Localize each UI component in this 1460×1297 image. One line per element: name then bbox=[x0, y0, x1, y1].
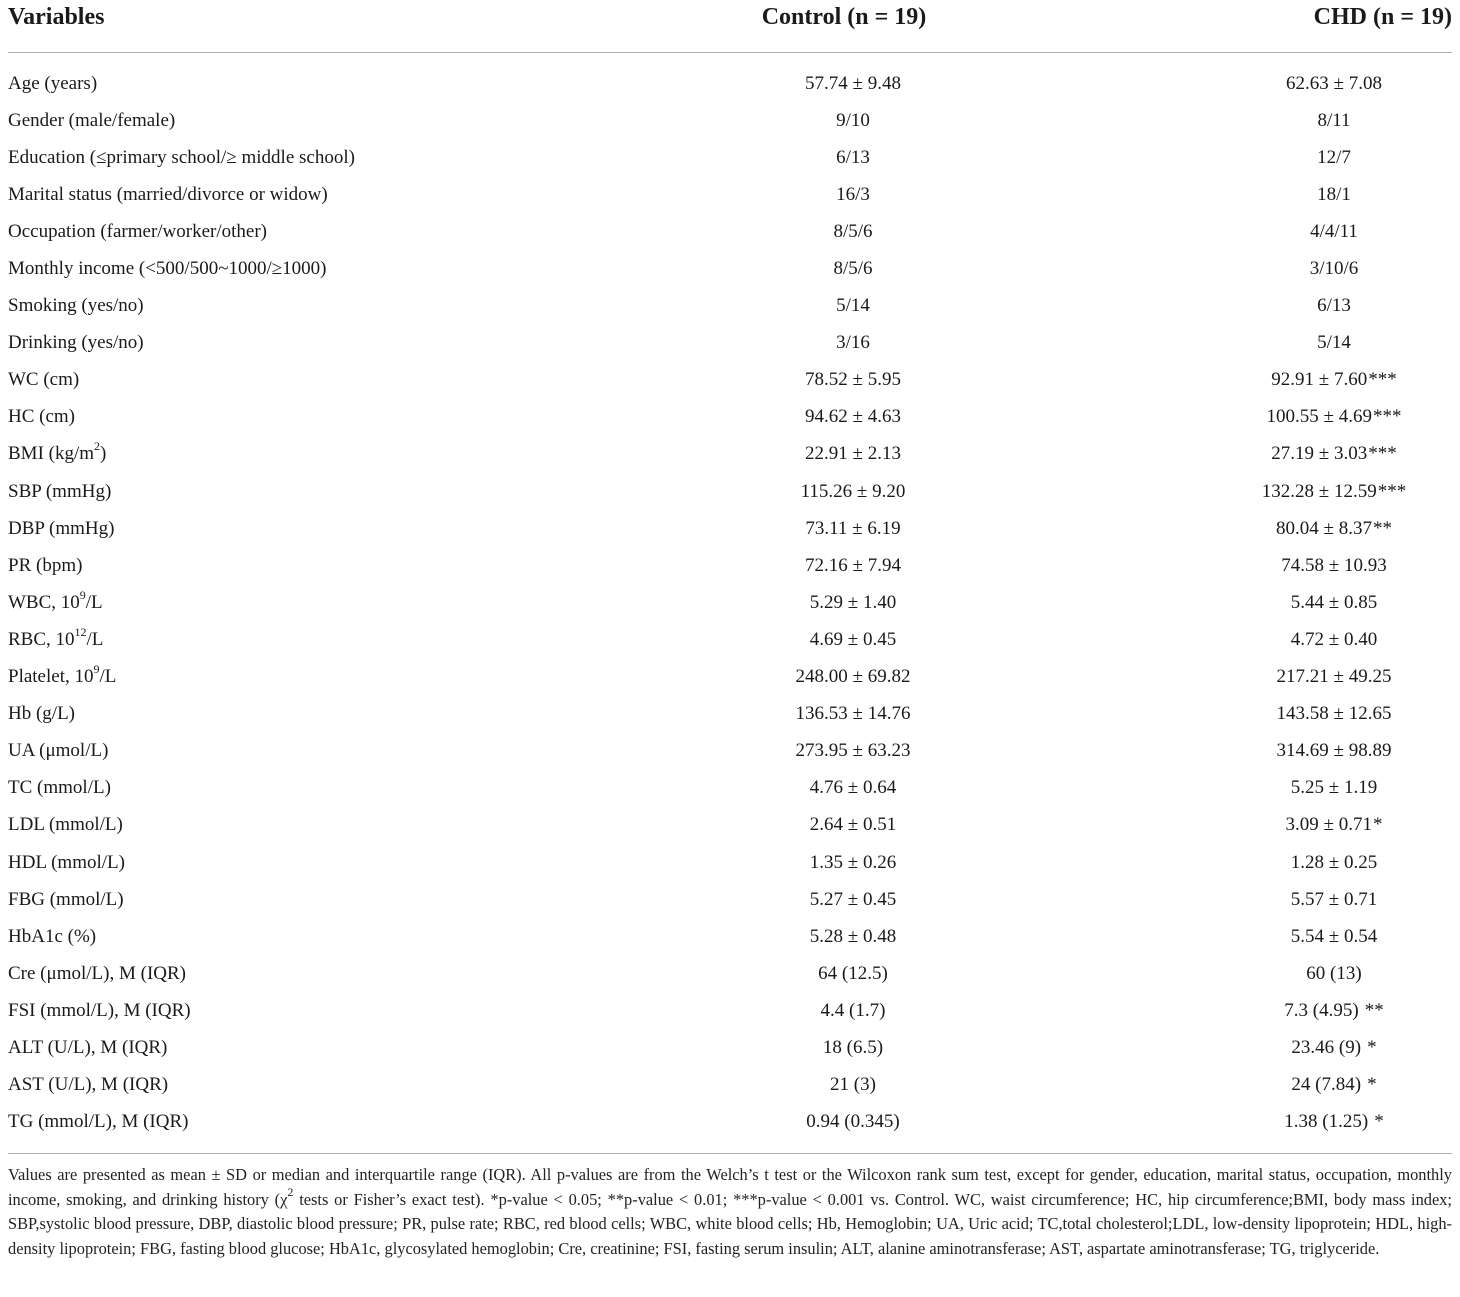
chd-value: 5.57 ± 0.71 bbox=[1290, 888, 1378, 910]
chd-cell bbox=[1058, 547, 1460, 584]
chd-value: 74.58 ± 10.93 bbox=[1281, 554, 1387, 576]
chd-cell bbox=[1058, 362, 1460, 399]
variable-label: AST (U/L), M (IQR) bbox=[8, 1074, 169, 1096]
chd-value: 100.55 ± 4.69 bbox=[1266, 406, 1372, 428]
variable-label: Occupation (farmer/worker/other) bbox=[8, 220, 268, 242]
chd-value: 314.69 ± 98.89 bbox=[1276, 740, 1392, 762]
variable-label: SBP (mmHg) bbox=[8, 480, 112, 502]
table-footnote bbox=[8, 1163, 1452, 1261]
table-row bbox=[0, 844, 1460, 881]
chd-cell bbox=[1058, 844, 1460, 881]
chd-cell bbox=[1058, 584, 1460, 621]
table-row bbox=[0, 918, 1460, 955]
variable-label: Monthly income (<500/500~1000/≥1000) bbox=[8, 258, 327, 280]
variable-label: BMI (kg/m bbox=[8, 443, 95, 465]
chd-value: 3.09 ± 0.71 bbox=[1285, 814, 1372, 836]
chd-cell bbox=[1058, 250, 1460, 287]
control-value: 273.95 ± 63.23 bbox=[795, 740, 911, 762]
variable-label: Platelet, 10 bbox=[8, 666, 94, 688]
chd-cell bbox=[1058, 399, 1460, 436]
table-row bbox=[0, 362, 1460, 399]
table-row bbox=[0, 659, 1460, 696]
control-value: 78.52 ± 5.95 bbox=[805, 369, 901, 391]
table-row bbox=[0, 139, 1460, 176]
chd-value: 4.72 ± 0.40 bbox=[1290, 628, 1378, 650]
variable-cell bbox=[0, 547, 648, 584]
chd-cell bbox=[1058, 881, 1460, 918]
chd-cell bbox=[1058, 1029, 1460, 1066]
chd-value: 143.58 ± 12.65 bbox=[1276, 703, 1392, 725]
variable-cell bbox=[0, 510, 648, 547]
variable-cell bbox=[0, 621, 648, 658]
header-chd: CHD (n = 19) bbox=[1313, 4, 1452, 30]
variable-cell bbox=[0, 250, 648, 287]
variable-label: Cre (μmol/L), M (IQR) bbox=[8, 962, 186, 984]
variable-label: Hb (g/L) bbox=[8, 703, 76, 725]
variable-label-tail: /L bbox=[85, 591, 103, 613]
table-row bbox=[0, 1067, 1460, 1104]
variable-cell bbox=[0, 659, 648, 696]
chd-value: 3/10/6 bbox=[1309, 258, 1359, 280]
significance-marker: *** bbox=[1368, 443, 1397, 465]
variable-cell bbox=[0, 1067, 648, 1104]
table-row bbox=[0, 621, 1460, 658]
chd-value: 62.63 ± 7.08 bbox=[1286, 72, 1382, 94]
variable-label: TC (mmol/L) bbox=[8, 777, 111, 799]
table-row bbox=[0, 176, 1460, 213]
control-value: 22.91 ± 2.13 bbox=[805, 443, 901, 465]
footnote-superscript: 2 bbox=[287, 1185, 294, 1200]
table-row bbox=[0, 733, 1460, 770]
footer-rule bbox=[8, 1153, 1452, 1154]
significance-marker: *** bbox=[1368, 369, 1397, 391]
control-value: 6/13 bbox=[836, 146, 870, 168]
table-row bbox=[0, 955, 1460, 992]
variable-cell bbox=[0, 176, 648, 213]
control-value: 73.11 ± 6.19 bbox=[805, 517, 901, 539]
variable-label: Drinking (yes/no) bbox=[8, 332, 144, 354]
table-row bbox=[0, 213, 1460, 250]
chd-value: 7.3 (4.95) bbox=[1284, 999, 1359, 1021]
chd-cell bbox=[1058, 139, 1460, 176]
control-value: 5.28 ± 0.48 bbox=[809, 925, 897, 947]
table-row bbox=[0, 102, 1460, 139]
variable-label-tail: /L bbox=[99, 666, 117, 688]
control-value: 9/10 bbox=[836, 109, 870, 131]
table-body bbox=[0, 65, 1460, 1141]
chd-value: 92.91 ± 7.60 bbox=[1271, 369, 1368, 391]
chd-value: 12/7 bbox=[1317, 146, 1351, 168]
chd-cell bbox=[1058, 621, 1460, 658]
chd-cell bbox=[1058, 473, 1460, 510]
chd-cell bbox=[1058, 436, 1460, 473]
chd-cell bbox=[1058, 510, 1460, 547]
table-row bbox=[0, 1029, 1460, 1066]
control-value: 136.53 ± 14.76 bbox=[795, 703, 911, 725]
variable-cell bbox=[0, 139, 648, 176]
control-value: 5.27 ± 0.45 bbox=[809, 888, 897, 910]
chd-value: 6/13 bbox=[1317, 295, 1351, 317]
table-row bbox=[0, 807, 1460, 844]
variable-cell bbox=[0, 584, 648, 621]
header-rule bbox=[8, 52, 1452, 53]
control-value: 72.16 ± 7.94 bbox=[805, 554, 901, 576]
control-value: 94.62 ± 4.63 bbox=[805, 406, 901, 428]
header-variables: Variables bbox=[8, 4, 105, 30]
significance-marker: ** bbox=[1372, 517, 1392, 539]
variable-label: HC (cm) bbox=[8, 406, 76, 428]
variable-cell bbox=[0, 213, 648, 250]
chd-cell bbox=[1058, 213, 1460, 250]
chd-value: 18/1 bbox=[1317, 183, 1351, 205]
control-value: 0.94 (0.345) bbox=[806, 1111, 900, 1133]
chd-cell bbox=[1058, 1104, 1460, 1141]
variable-label: WC (cm) bbox=[8, 369, 80, 391]
variable-label: RBC, 10 bbox=[8, 628, 75, 650]
table-row bbox=[0, 881, 1460, 918]
variable-cell bbox=[0, 362, 648, 399]
table-row bbox=[0, 399, 1460, 436]
control-value: 2.64 ± 0.51 bbox=[809, 814, 897, 836]
variable-label: HbA1c (%) bbox=[8, 925, 97, 947]
control-value: 18 (6.5) bbox=[822, 1036, 884, 1058]
variable-label: TG (mmol/L), M (IQR) bbox=[8, 1111, 189, 1133]
variable-label: HDL (mmol/L) bbox=[8, 851, 125, 873]
significance-marker: *** bbox=[1377, 480, 1407, 502]
variable-cell bbox=[0, 1104, 648, 1141]
variable-cell bbox=[0, 807, 648, 844]
variable-label: ALT (U/L), M (IQR) bbox=[8, 1036, 168, 1058]
chd-value: 1.28 ± 0.25 bbox=[1290, 851, 1378, 873]
variable-label: DBP (mmHg) bbox=[8, 517, 115, 539]
chd-value: 1.38 (1.25) bbox=[1284, 1111, 1369, 1133]
variable-label: UA (μmol/L) bbox=[8, 740, 109, 762]
chd-cell bbox=[1058, 288, 1460, 325]
chd-value: 132.28 ± 12.59 bbox=[1261, 480, 1377, 502]
variable-cell bbox=[0, 696, 648, 733]
control-value: 64 (12.5) bbox=[818, 962, 888, 984]
table-row bbox=[0, 288, 1460, 325]
table-row bbox=[0, 584, 1460, 621]
chd-value: 5.25 ± 1.19 bbox=[1290, 777, 1378, 799]
footnote-part2: tests or Fisher’s exact test). *p-value < 0.05; **p-value < 0.01; ***p-value < 0.001 vs. Control. WC, waist circumference; HC, hip circumference;BMI, body mass index; SBP,systolic blood pressure, DBP, diastolic blood pressure; PR, pulse rate; RBC, red blood cells; WBC, white blood cells; Hb, Hemoglobin; UA, Uric acid; TC,total cholesterol;LDL, low-density lipoprotein; HDL, high-density lipoprotein; FBG, fasting blood glucose; HbA1c, glycosylated hemoglobin; Cre, creatinine; FSI, fasting serum insulin; ALT, alanine aminotransferase; AST, aspartate aminotransferase; TG, triglyceride. bbox=[8, 1189, 1452, 1258]
chd-value: 60 (13) bbox=[1306, 962, 1362, 984]
table-row bbox=[0, 436, 1460, 473]
footnote-part1: Values are presented as mean ± SD or median and interquartile range (IQR). All p-values are from the Welch’s t test or the Wilcoxon rank sum test, except for gender, education, marital status, occupation, monthly income, smoking, and drinking history (χ bbox=[8, 1165, 1452, 1209]
chd-cell bbox=[1058, 918, 1460, 955]
variable-cell bbox=[0, 918, 648, 955]
chd-value: 24 (7.84) bbox=[1291, 1074, 1362, 1096]
significance-marker: * bbox=[1367, 1036, 1377, 1058]
chd-cell bbox=[1058, 696, 1460, 733]
table-row bbox=[0, 250, 1460, 287]
table-header bbox=[0, 0, 1460, 38]
control-value: 21 (3) bbox=[830, 1074, 876, 1096]
chd-cell bbox=[1058, 1067, 1460, 1104]
control-value: 8/5/6 bbox=[833, 258, 873, 280]
control-value: 3/16 bbox=[836, 332, 870, 354]
data-table bbox=[0, 65, 1460, 1141]
variable-label: Marital status (married/divorce or widow) bbox=[8, 183, 328, 205]
variable-label-tail: /L bbox=[86, 628, 104, 650]
significance-marker: *** bbox=[1372, 406, 1402, 428]
variable-cell bbox=[0, 65, 648, 102]
control-value: 5/14 bbox=[836, 295, 870, 317]
control-value: 5.29 ± 1.40 bbox=[809, 591, 897, 613]
significance-marker: * bbox=[1374, 1111, 1384, 1133]
chd-cell bbox=[1058, 325, 1460, 362]
control-value: 248.00 ± 69.82 bbox=[795, 666, 911, 688]
variable-cell bbox=[0, 102, 648, 139]
chd-value: 5.44 ± 0.85 bbox=[1290, 591, 1378, 613]
variable-cell bbox=[0, 881, 648, 918]
variable-cell bbox=[0, 436, 648, 473]
chd-cell bbox=[1058, 770, 1460, 807]
table-row bbox=[0, 1104, 1460, 1141]
control-value: 4.76 ± 0.64 bbox=[809, 777, 897, 799]
control-value: 115.26 ± 9.20 bbox=[800, 480, 906, 502]
chd-value: 27.19 ± 3.03 bbox=[1271, 443, 1368, 465]
chd-cell bbox=[1058, 102, 1460, 139]
chd-cell bbox=[1058, 807, 1460, 844]
chd-cell bbox=[1058, 733, 1460, 770]
variable-label: Smoking (yes/no) bbox=[8, 295, 144, 317]
variable-label: PR (bpm) bbox=[8, 554, 83, 576]
chd-cell bbox=[1058, 176, 1460, 213]
chd-value: 5/14 bbox=[1317, 332, 1351, 354]
table-row bbox=[0, 770, 1460, 807]
variable-cell bbox=[0, 955, 648, 992]
table-row bbox=[0, 473, 1460, 510]
chd-cell bbox=[1058, 659, 1460, 696]
table-row bbox=[0, 510, 1460, 547]
variable-label: LDL (mmol/L) bbox=[8, 814, 123, 836]
table-row bbox=[0, 547, 1460, 584]
variable-label-superscript: 2 bbox=[94, 439, 101, 454]
significance-marker: * bbox=[1372, 814, 1383, 836]
table-row bbox=[0, 65, 1460, 102]
chd-value: 80.04 ± 8.37 bbox=[1276, 517, 1372, 539]
variable-cell bbox=[0, 325, 648, 362]
table-row bbox=[0, 992, 1460, 1029]
variable-cell bbox=[0, 399, 648, 436]
variable-cell bbox=[0, 288, 648, 325]
variable-label: FBG (mmol/L) bbox=[8, 888, 124, 910]
chd-value: 217.21 ± 49.25 bbox=[1276, 666, 1392, 688]
variable-label-superscript: 9 bbox=[79, 587, 86, 602]
significance-marker: ** bbox=[1364, 999, 1384, 1021]
control-value: 8/5/6 bbox=[833, 220, 873, 242]
control-value: 4.69 ± 0.45 bbox=[809, 628, 897, 650]
variable-cell bbox=[0, 770, 648, 807]
chd-value: 23.46 (9) bbox=[1291, 1036, 1362, 1058]
variable-label: Age (years) bbox=[8, 72, 98, 94]
control-value: 16/3 bbox=[836, 183, 870, 205]
variable-label: Education (≤primary school/≥ middle school) bbox=[8, 146, 355, 168]
chd-value: 5.54 ± 0.54 bbox=[1290, 925, 1378, 947]
table-row bbox=[0, 325, 1460, 362]
table-row bbox=[0, 696, 1460, 733]
variable-label: Gender (male/female) bbox=[8, 109, 176, 131]
chd-cell bbox=[1058, 992, 1460, 1029]
variable-cell bbox=[0, 1029, 648, 1066]
variable-cell bbox=[0, 844, 648, 881]
significance-marker: * bbox=[1367, 1074, 1377, 1096]
variable-label-superscript: 9 bbox=[93, 661, 100, 676]
control-value: 4.4 (1.7) bbox=[820, 999, 886, 1021]
variable-cell bbox=[0, 473, 648, 510]
variable-cell bbox=[0, 733, 648, 770]
variable-label: FSI (mmol/L), M (IQR) bbox=[8, 999, 191, 1021]
variable-label-tail: ) bbox=[100, 443, 107, 465]
variable-label: WBC, 10 bbox=[8, 591, 80, 613]
variable-label-superscript: 12 bbox=[74, 624, 87, 639]
chd-value: 8/11 bbox=[1317, 109, 1351, 131]
chd-value: 4/4/11 bbox=[1310, 220, 1358, 242]
control-value: 1.35 ± 0.26 bbox=[809, 851, 897, 873]
control-value: 57.74 ± 9.48 bbox=[805, 72, 901, 94]
chd-cell bbox=[1058, 955, 1460, 992]
variable-cell bbox=[0, 992, 648, 1029]
chd-cell bbox=[1058, 65, 1460, 102]
header-control: Control (n = 19) bbox=[761, 4, 927, 30]
